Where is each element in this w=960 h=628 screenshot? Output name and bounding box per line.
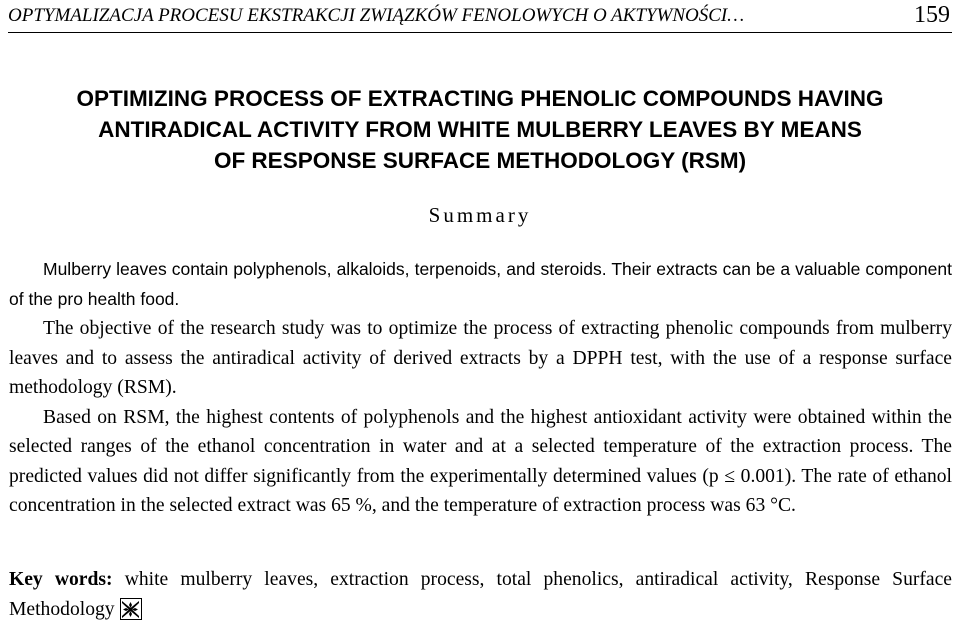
keywords <box>9 565 952 624</box>
running-header <box>8 2 952 33</box>
ornament-end-icon <box>120 598 142 620</box>
summary-body <box>9 255 952 521</box>
summary-heading: Summary <box>428 203 532 227</box>
paragraph-3: Based on RSM, the highest contents of polyphenols and the highest antioxidant activity were obtained within the selected ranges of the ethanol concentration in water and at a selected temperature of the extraction process. The predicted values did not differ significantly from the experimentally determined values (p ≤ 0.001). The rate of ethanol concentration in the selected extract was 65 %, and the temperature of extraction process was 63 °C. <box>9 406 952 516</box>
title-line-2: ANTIRADICAL ACTIVITY FROM WHITE MULBERRY LEAVES BY MEANS <box>98 117 862 142</box>
page-number: 159 <box>914 2 950 28</box>
title-line-3: OF RESPONSE SURFACE METHODOLOGY (RSM) <box>213 148 747 173</box>
paragraph-1: Mulberry leaves contain polyphenols, alkaloids, terpenoids, and steroids. Their extracts can be a valuable component of the pro health food. <box>9 259 952 309</box>
keywords-text: white mulberry leaves, extraction process, total phenolics, antiradical activity, Response Surface Methodology <box>9 569 953 620</box>
article-title <box>0 83 960 176</box>
keywords-label: Key words: <box>9 569 113 590</box>
title-line-1: OPTIMIZING PROCESS OF EXTRACTING PHENOLIC COMPOUNDS HAVING <box>76 86 884 111</box>
paragraph-2: The objective of the research study was to optimize the process of extracting phenolic compounds from mulberry leaves and to assess the antiradical activity of derived extracts by a DPPH test, with the use of a response surface methodology (RSM). <box>9 318 952 398</box>
running-title: OPTYMALIZACJA PROCESU EKSTRAKCJI ZWIĄZKÓW FENOLOWYCH O AKTYWNOŚCI… <box>8 5 745 26</box>
